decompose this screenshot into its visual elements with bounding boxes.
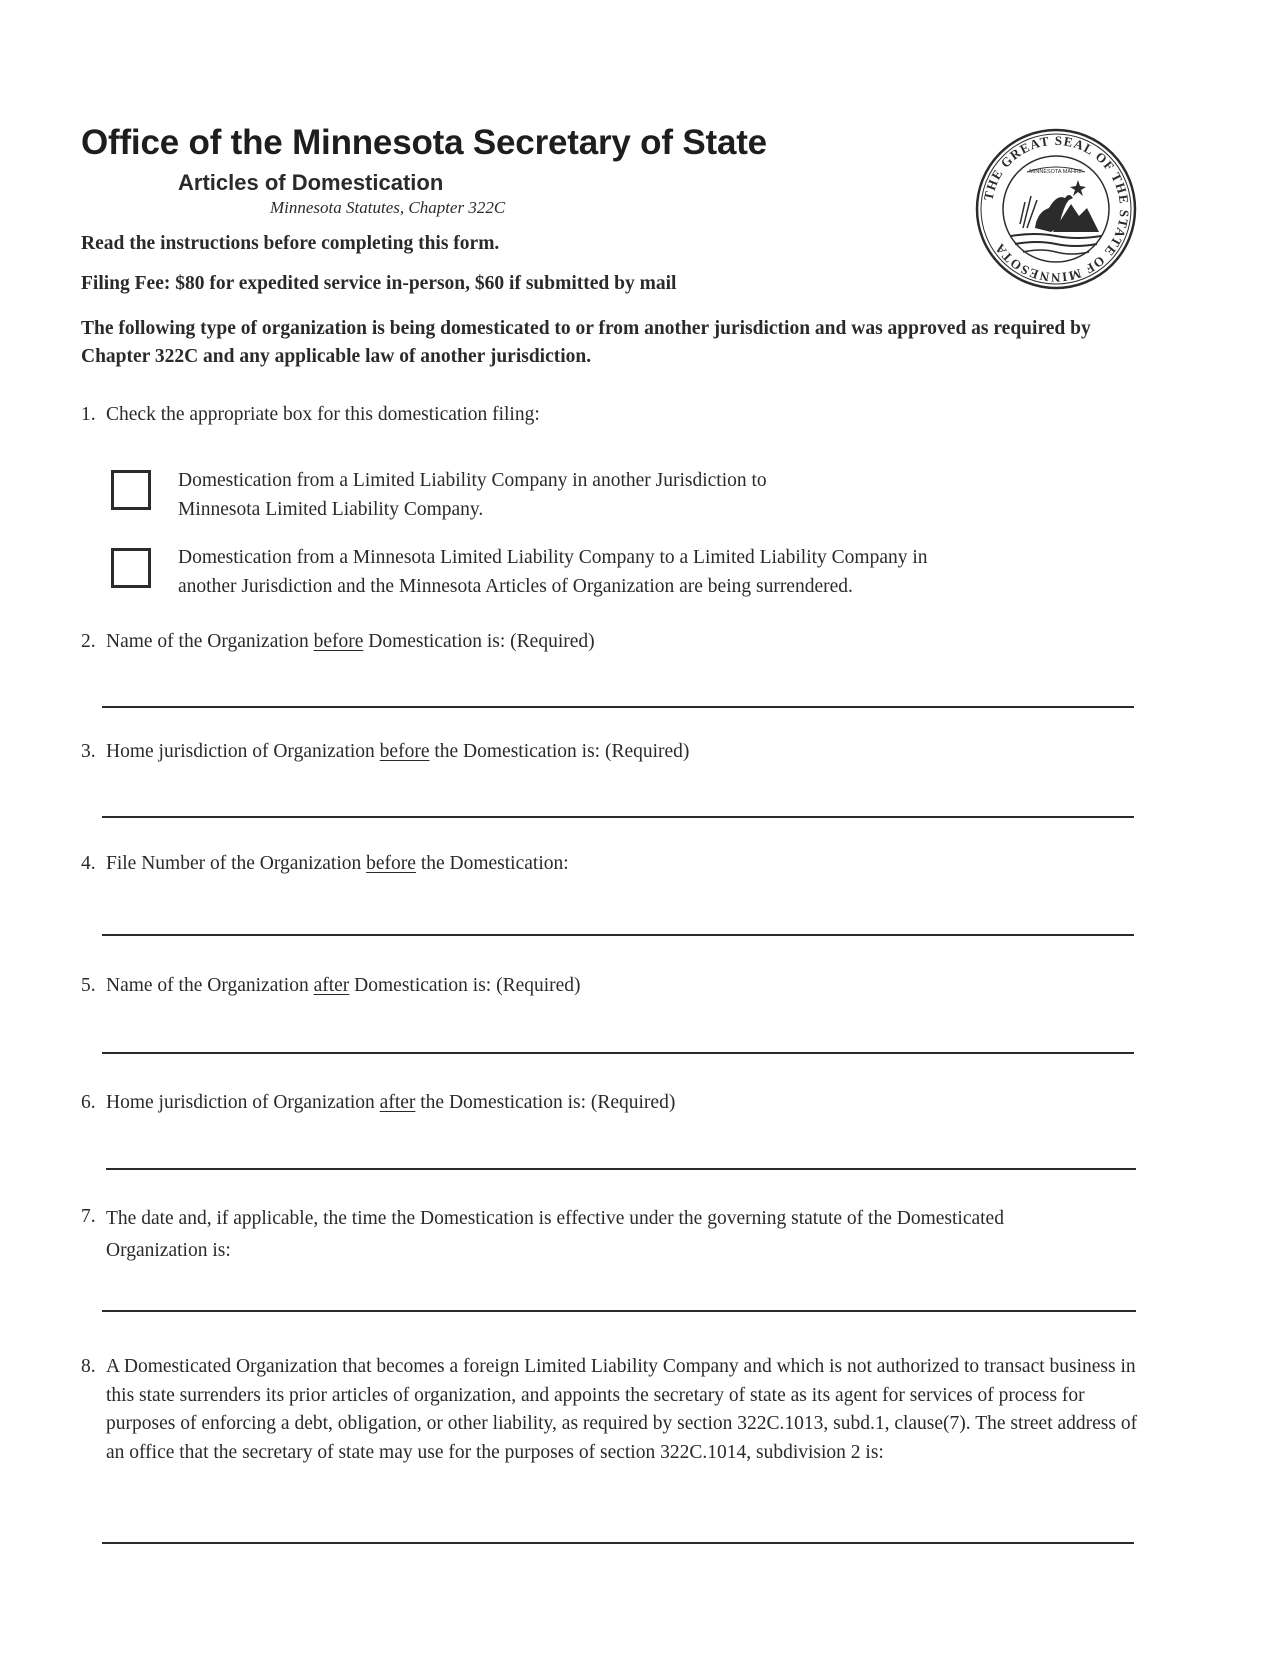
item-1: [81, 404, 1081, 432]
name-after-field[interactable]: [102, 1052, 1134, 1054]
effective-date-field[interactable]: [102, 1310, 1136, 1312]
item-text: Check the appropriate box for this domestication filing:: [106, 404, 540, 425]
item-text: Name of the Organization before Domestication is: (Required): [106, 631, 595, 652]
option-llc-to-minnesota-label: [178, 466, 1138, 524]
item-text: Home jurisdiction of Organization after the Domestication is: (Required): [106, 1092, 676, 1113]
item-5: [81, 975, 1081, 1003]
item-number: 4.: [81, 853, 96, 874]
option-line: Minnesota Limited Liability Company.: [178, 499, 484, 520]
item-text: File Number of the Organization before the Domestication:: [106, 853, 569, 874]
option-minnesota-to-other-checkbox[interactable]: [111, 548, 151, 588]
form-title: Articles of Domestication: [178, 170, 444, 195]
instructions-notice: Read the instructions before completing this form.: [81, 233, 500, 254]
statute-reference: Minnesota Statutes, Chapter 322C: [270, 198, 506, 217]
seal-banner-text: MINNESOTA MAHRE: [1029, 169, 1083, 175]
item-text: Home jurisdiction of Organization before the Domestication is: (Required): [106, 741, 690, 762]
item-number: 1.: [81, 404, 96, 425]
item-text: Name of the Organization after Domestication is: (Required): [106, 975, 581, 996]
option-line: another Jurisdiction and the Minnesota Articles of Organization are being surrendered.: [178, 576, 853, 597]
item-number: 3.: [81, 741, 96, 762]
item-number: 8.: [81, 1356, 96, 1377]
item-text: A Domesticated Organization that becomes a foreign Limited Liability Company and which is not authorized to transact business in this state surrenders its prior articles of organization, and appoints the secretary of state as its agent for services of process for purposes of enforcing a debt, obligation, or other liability, as required by section 322C.1013, subd.1, clause(7). The street address of an office that the secretary of state may use for the purposes of section 322C.1014, subdivision 2 is:: [106, 1356, 1138, 1463]
approval-statement: The following type of organization is being domesticated to or from another jurisdiction and was approved as required by Chapter 322C and any applicable law of another jurisdiction.: [81, 318, 1091, 367]
item-number: 6.: [81, 1092, 96, 1113]
option-line: Domestication from a Minnesota Limited Liability Company to a Limited Liability Company in: [178, 547, 928, 568]
state-seal-icon: [975, 128, 1137, 290]
name-before-field[interactable]: [102, 706, 1134, 708]
item-6: [81, 1092, 1081, 1120]
item-2: [81, 631, 1081, 659]
jurisdiction-after-field[interactable]: [106, 1168, 1136, 1170]
item-3: [81, 741, 1081, 769]
jurisdiction-before-field[interactable]: [102, 816, 1134, 818]
item-text: The date and, if applicable, the time the Domestication is effective under the governing statute of the Domesticated Organization is:: [106, 1208, 1004, 1261]
filing-fee-notice: Filing Fee: $80 for expedited service in-person, $60 if submitted by mail: [81, 273, 677, 294]
office-address-field[interactable]: [102, 1542, 1134, 1544]
item-number: 7.: [81, 1206, 96, 1227]
item-7: [81, 1203, 1081, 1267]
item-number: 5.: [81, 975, 96, 996]
item-4: [81, 853, 1081, 881]
option-line: Domestication from a Limited Liability Company in another Jurisdiction to: [178, 470, 767, 491]
seal-ring-text: THE GREAT SEAL OF THE STATE OF MINNESOTA: [980, 132, 1133, 286]
page-title: Office of the Minnesota Secretary of State: [81, 123, 767, 162]
option-llc-to-minnesota-checkbox[interactable]: [111, 470, 151, 510]
option-minnesota-to-other-label: [178, 543, 1138, 601]
file-number-before-field[interactable]: [102, 934, 1134, 936]
item-number: 2.: [81, 631, 96, 652]
item-8: [81, 1353, 1151, 1503]
